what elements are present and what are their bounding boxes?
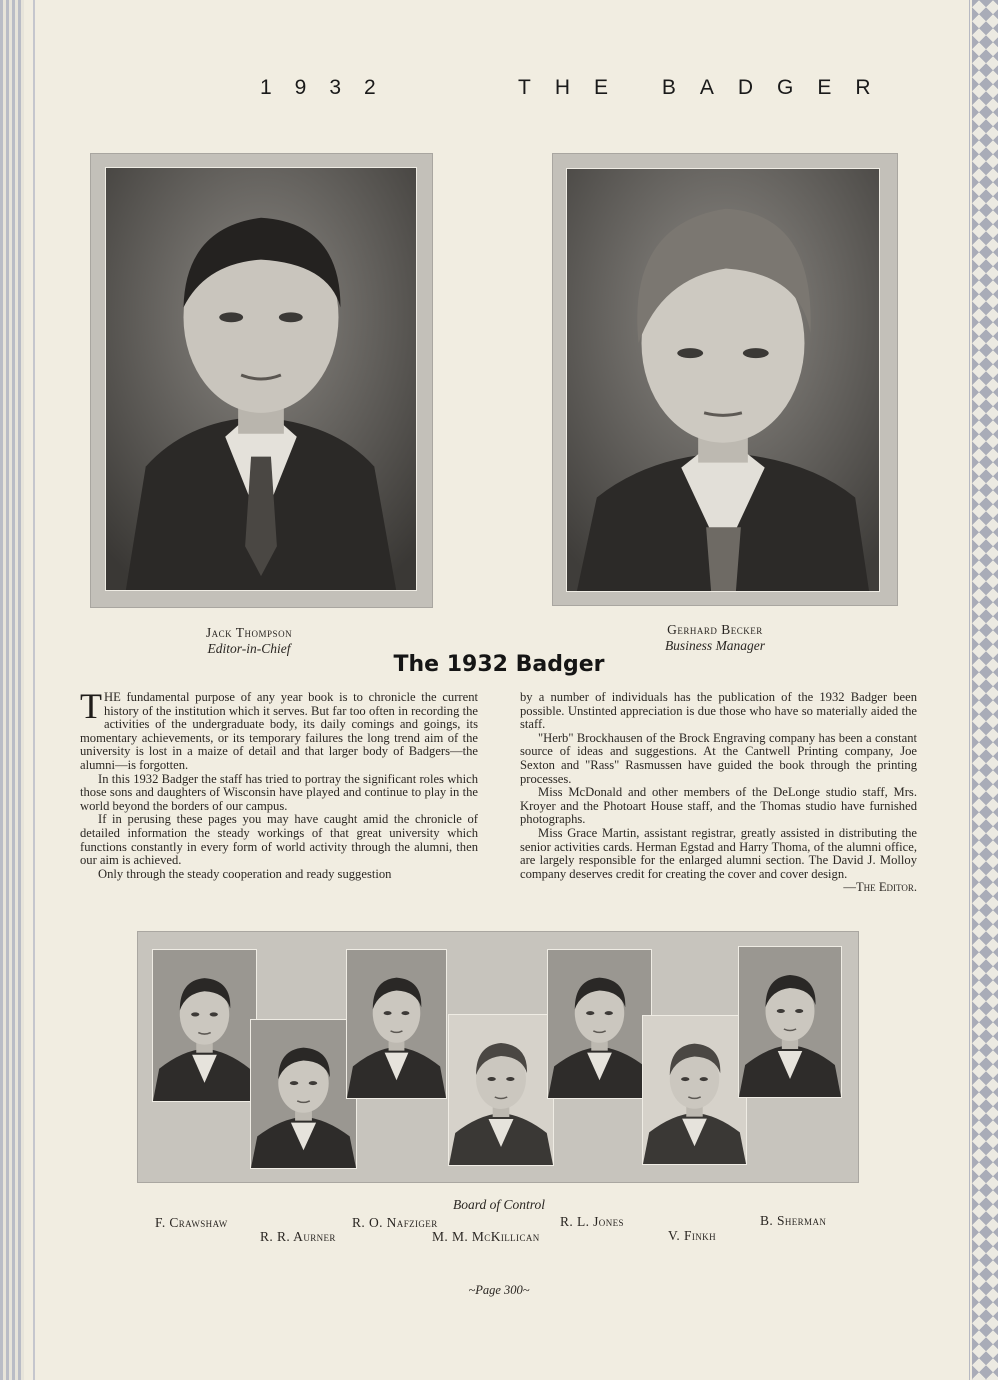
article-title: The 1932 Badger bbox=[393, 652, 605, 677]
drop-cap: T bbox=[80, 686, 102, 726]
right-rule bbox=[969, 0, 970, 1380]
portrait-photo-editor bbox=[105, 167, 417, 591]
editor-signature: —The Editor. bbox=[843, 880, 917, 895]
header-year: 1932 bbox=[260, 76, 399, 99]
board-member-name: R. R. Aurner bbox=[260, 1229, 336, 1244]
left-rule bbox=[33, 0, 35, 1380]
article-left-column bbox=[80, 686, 478, 881]
board-caption: Board of Control bbox=[452, 1197, 545, 1212]
left-decorative-border bbox=[0, 0, 24, 1380]
board-member-name: V. Finkh bbox=[668, 1228, 716, 1243]
article-paragraph bbox=[80, 686, 478, 773]
article-paragraph: Only through the steady cooperation and ready suggestion bbox=[98, 866, 392, 881]
board-member-photo bbox=[738, 946, 842, 1098]
page-number: ~Page 300~ bbox=[468, 1283, 530, 1297]
board-member-name: F. Crawshaw bbox=[155, 1215, 228, 1230]
article-paragraph: "Herb" Brockhausen of the Brock Engraving company has been a constant source of ideas and suggestions. At the Cantwell Printing company, Joe Sexton and "Rass" Rasmussen have guided the book through the printing processes. bbox=[520, 730, 917, 786]
article-paragraph: If in perusing these pages you may have caught amid the chronicle of detailed information the steady workings of that great university which functions constantly in every form of world activity through the alumni, then our aim is achieved. bbox=[80, 812, 478, 868]
board-member-name: B. Sherman bbox=[760, 1213, 827, 1228]
article-paragraph: Miss McDonald and other members of the DeLonge studio staff, Mrs. Kroyer and the Photoart House staff, and the Thomas studio have furnished photographs. bbox=[520, 785, 917, 827]
board-member-name: M. M. McKillican bbox=[432, 1229, 540, 1244]
article-paragraph: by a number of individuals has the publication of the 1932 Badger been possible. Unstinted appreciation is due those who have so materially aided the staff. bbox=[520, 690, 917, 732]
portrait-photo-business bbox=[566, 168, 880, 592]
page-header bbox=[0, 76, 998, 106]
portrait-caption-business bbox=[615, 622, 815, 654]
portrait-role: Editor-in-Chief bbox=[207, 641, 291, 656]
header-title: THE BADGER bbox=[518, 76, 895, 99]
board-member-name: R. L. Jones bbox=[560, 1214, 624, 1229]
portrait-role: Business Manager bbox=[664, 638, 766, 653]
board-member-photo bbox=[448, 1014, 554, 1166]
board-member-photo bbox=[250, 1019, 357, 1169]
article-paragraph: In this 1932 Badger the staff has tried to portray the significant roles which those sons and daughters of Wisconsin have played and continue to play in the world beyond the borders of our campus. bbox=[80, 771, 478, 813]
portrait-name: Jack Thompson bbox=[205, 625, 293, 640]
article-right-column bbox=[520, 691, 917, 895]
board-member-photo bbox=[346, 949, 447, 1099]
board-member-photo bbox=[152, 949, 257, 1102]
portrait-name: Gerhard Becker bbox=[667, 622, 763, 637]
board-member-photo bbox=[642, 1015, 747, 1165]
article-paragraph: Miss Grace Martin, assistant registrar, greatly assisted in distributing the senior activities cards. Herman Egstad and Harry Thoma, of the alumni office, are largely responsible for the enlarged alumni section. The David J. Molloy company deserves credit for creating the cover and cover design. bbox=[520, 825, 917, 881]
article-paragraph-text: HE fundamental purpose of any year book is to chronicle the current history of the institution which it serves. But far too often in recording the activities of the undergraduate body, its daily comings and goings, its momentary achievements, or its temporary failures the long trend aim of the university is lost in a maize of detail and that larger body of Badgers—the alumni—is forgotten. bbox=[80, 690, 478, 772]
board-member-photo bbox=[547, 949, 652, 1099]
right-decorative-border bbox=[972, 0, 998, 1380]
board-member-name: R. O. Nafziger bbox=[352, 1215, 438, 1230]
